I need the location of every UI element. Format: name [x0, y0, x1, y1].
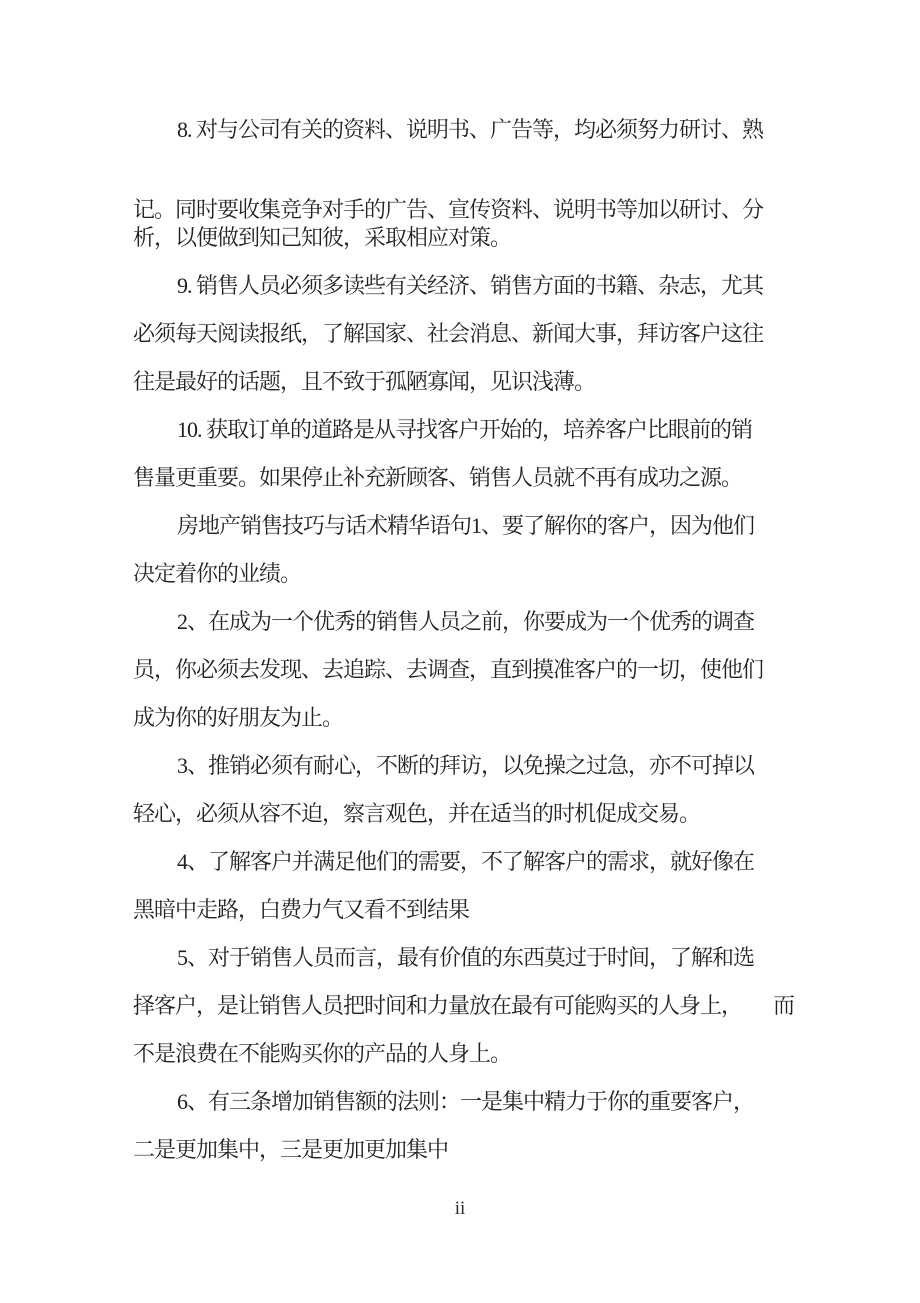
text-line: 往是最好的话题，且不致于孤陋寡闻，见识浅薄。	[133, 369, 596, 394]
text-line: 8. 对与公司有关的资料、说明书、广告等，均必须努力研讨、熟	[177, 117, 764, 142]
text-line: 2、在成为一个优秀的销售人员之前，你要成为一个优秀的调查	[177, 609, 755, 634]
text-line: 3、推销必须有耐心，不断的拜访，以免操之过急，亦不可掉以	[177, 753, 755, 778]
text-line: 10. 获取订单的道路是从寻找客户开始的，培养客户比眼前的销	[177, 417, 753, 442]
text-line: 9. 销售人员必须多读些有关经济、销售方面的书籍、杂志，尤其	[177, 273, 764, 298]
text-line: 员，你必须去发现、去追踪、去调查，直到摸准客户的一切，使他们	[133, 657, 764, 682]
text-line: 决定着你的业绩。	[133, 561, 302, 586]
page-number: ii	[454, 1198, 466, 1219]
text-line: 5、对于销售人员而言，最有价值的东西莫过于时间，了解和选	[177, 945, 755, 970]
text-line: 黑暗中走路，白费力气又看不到结果	[133, 897, 470, 922]
text-line: 6、有三条增加销售额的法则：一是集中精力于你的重要客户，	[177, 1089, 755, 1114]
text-line: 成为你的好朋友为止。	[133, 705, 344, 730]
text-line: 不是浪费在不能购买你的产品的人身上。	[133, 1041, 512, 1066]
text-line: 房地产销售技巧与话术精华语句1、要了解你的客户，因为他们	[177, 513, 755, 538]
text-line: 必须每天阅读报纸，了解国家、社会消息、新闻大事，拜访客户这往	[133, 321, 764, 346]
text-line: 记。同时要收集竞争对手的广告、宣传资料、说明书等加以研讨、分	[133, 197, 764, 222]
text-line: 析，以便做到知己知彼，采取相应对策。	[133, 225, 512, 250]
text-line: 轻心，必须从容不迫，察言观色，并在适当的时机促成交易。	[133, 801, 701, 826]
text-line: 售量更重要。如果停止补充新顾客、销售人员就不再有成功之源。	[133, 465, 743, 490]
document-page	[133, 115, 920, 1183]
text-line: 4、了解客户并满足他们的需要，不了解客户的需求，就好像在	[177, 849, 755, 874]
text-line: 二是更加集中，三是更加更加集中	[133, 1137, 449, 1162]
text-line: 择客户，是让销售人员把时间和力量放在最有可能购买的人身上， 而	[133, 993, 795, 1018]
